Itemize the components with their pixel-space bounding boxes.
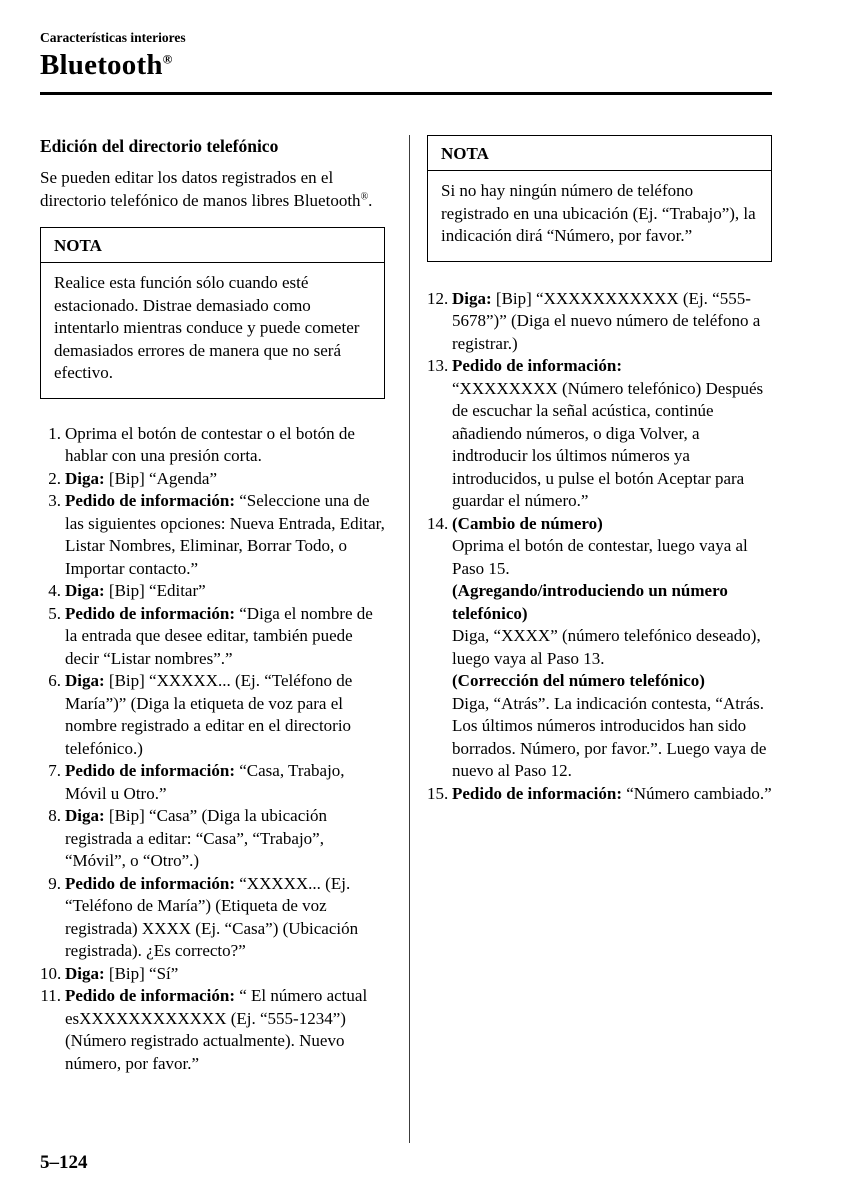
- list-item-text: Diga, “Atrás”. La indicación contesta, “Atrás. Los últimos números introducidos han sido borrados. Número, por favor.”. Luego vaya de nuevo al Paso 12.: [452, 693, 767, 780]
- list-item-label: Pedido de información:: [65, 491, 235, 510]
- list-item-label: Diga:: [65, 963, 105, 983]
- list-item-number: 11.: [40, 986, 61, 1005]
- list-item-text: [Bip] “Casa” (Diga la ubicación registrada a editar: “Casa”, “Trabajo”, “Móvil”, o “Otro”.): [65, 806, 327, 870]
- list-item-number: 10.: [40, 963, 62, 983]
- list-item-subheading: (Cambio de número): [452, 513, 603, 533]
- list-item-number: 15.: [427, 783, 449, 803]
- list-item-number: 4.: [48, 581, 61, 600]
- list-item-text: Oprima el botón de contestar, luego vaya al Paso 15.: [452, 536, 748, 578]
- list-item-label: Pedido de información:: [65, 761, 235, 780]
- left-column: [40, 135, 385, 1143]
- list-item-text: Oprima el botón de contestar o el botón de hablar con una presión corta.: [65, 423, 355, 465]
- column-divider: [409, 135, 410, 1143]
- list-item: [40, 603, 385, 671]
- list-item-number: 8.: [48, 806, 61, 825]
- right-column: [427, 135, 772, 1143]
- list-item-subheading: (Corrección del número telefónico): [452, 671, 705, 690]
- list-item-label: Diga:: [65, 468, 105, 488]
- list-item-number: 12.: [427, 288, 449, 308]
- intro-text-end: .: [368, 190, 373, 210]
- list-item-label: Pedido de información:: [65, 603, 235, 623]
- list-item-number: 9.: [48, 873, 61, 893]
- list-item: [40, 580, 385, 603]
- intro-text: Se pueden editar los datos registrados en el directorio telefónico de manos libres Bluetooth: [40, 168, 361, 210]
- note-title: NOTA: [41, 228, 384, 263]
- list-item: [40, 760, 385, 805]
- note-box-left: [40, 227, 385, 399]
- list-item: [40, 873, 385, 963]
- list-item-number: 2.: [48, 468, 61, 488]
- list-item-label: Diga:: [65, 806, 105, 825]
- section-heading: Edición del directorio telefónico: [40, 136, 279, 156]
- section-kicker: Características interiores: [40, 30, 186, 45]
- list-item: [40, 423, 385, 468]
- numbered-steps-left: [40, 423, 385, 1076]
- list-item-label: Diga:: [65, 671, 105, 690]
- note-body: Si no hay ningún número de teléfono registrado en una ubicación (Ej. “Trabajo”), la indicación dirá “Número, por favor.”: [441, 181, 756, 245]
- list-item: [427, 288, 772, 356]
- page-header: [40, 30, 772, 95]
- two-column-layout: [40, 135, 772, 1143]
- list-item: [427, 355, 772, 513]
- list-item-label: Pedido de información:: [65, 986, 235, 1005]
- note-title: NOTA: [428, 136, 771, 171]
- list-item-text: “Casa, Trabajo, Móvil u Otro.”: [65, 761, 345, 803]
- list-item: [40, 963, 385, 986]
- list-item-text: [Bip] “Editar”: [104, 581, 206, 600]
- list-item-text: “Seleccione una de las siguientes opciones: Nueva Entrada, Editar, Listar Nombres, Eliminar, Borrar Todo, o Importar contacto.”: [65, 491, 385, 578]
- registered-trademark-symbol: ®: [162, 51, 173, 67]
- list-item-number: 7.: [48, 761, 61, 780]
- list-item-label: Pedido de información:: [452, 783, 622, 803]
- list-item-text: “XXXXXXXX (Número telefónico) Después de escuchar la señal acústica, continúe añadiendo números, o diga Volver, a indtroducir los últimos números ya introducidos, u pulse el botón Aceptar para guardar el número.”: [452, 378, 764, 510]
- list-item-text: “Número cambiado.”: [622, 783, 772, 803]
- note-box-right: [427, 135, 772, 262]
- list-item: [40, 670, 385, 760]
- list-item-number: 14.: [427, 513, 449, 533]
- list-item-text: “ El número actual esXXXXXXXXXXXX (Ej. “555-1234”) (Número registrado actualmente). Nuevo número, por favor.”: [65, 986, 368, 1073]
- list-item-number: 6.: [48, 671, 61, 690]
- header-rule: [40, 92, 772, 95]
- page-title-text: Bluetooth: [40, 49, 163, 81]
- list-item-number: 1.: [48, 423, 61, 443]
- page-number: 5–124: [40, 1151, 88, 1173]
- list-item: [427, 783, 772, 806]
- list-item-number: 13.: [427, 356, 449, 375]
- list-item-text: “Diga el nombre de la entrada que desee editar, también puede decir “Listar nombres”.”: [65, 603, 373, 668]
- list-item-text: [Bip] “Sí”: [104, 963, 179, 983]
- list-item-text: “XXXXX... (Ej. “Teléfono de María”) (Etiqueta de voz registrada) XXXX (Ej. “Casa”) (Ubicación registrada). ¿Es correcto?”: [65, 873, 359, 960]
- list-item: [40, 985, 385, 1075]
- list-item-label: Pedido de información:: [452, 356, 622, 375]
- list-item: [427, 513, 772, 783]
- list-item: [40, 805, 385, 873]
- list-item-text: [Bip] “Agenda”: [104, 468, 218, 488]
- registered-trademark-symbol: ®: [360, 190, 369, 202]
- list-item-text: [Bip] “XXXXXXXXXXX (Ej. “555-5678”)” (Diga el nuevo número de teléfono a registrar.): [452, 288, 761, 353]
- list-item-label: Diga:: [65, 581, 105, 600]
- list-item-text: Diga, “XXXX” (número telefónico deseado), luego vaya al Paso 13.: [452, 626, 761, 668]
- numbered-steps-right: [427, 288, 772, 806]
- intro-paragraph: [40, 167, 385, 212]
- list-item: [40, 490, 385, 580]
- list-item-text: [Bip] “XXXXX... (Ej. “Teléfono de María”)” (Diga la etiqueta de voz para el nombre registrado a editar en el directorio telefónico.): [65, 671, 353, 758]
- list-item-subheading: (Agregando/introduciendo un número telefónico): [452, 581, 728, 623]
- list-item-number: 3.: [48, 491, 61, 510]
- list-item-label: Pedido de información:: [65, 873, 235, 893]
- list-item: [40, 468, 385, 491]
- list-item-label: Diga:: [452, 288, 492, 308]
- list-item-number: 5.: [48, 603, 61, 623]
- note-body: Realice esta función sólo cuando esté estacionado. Distrae demasiado como intentarlo mientras conduce y puede cometer demasiados errores de manera que no será efectivo.: [54, 273, 360, 382]
- page-title: [40, 48, 772, 82]
